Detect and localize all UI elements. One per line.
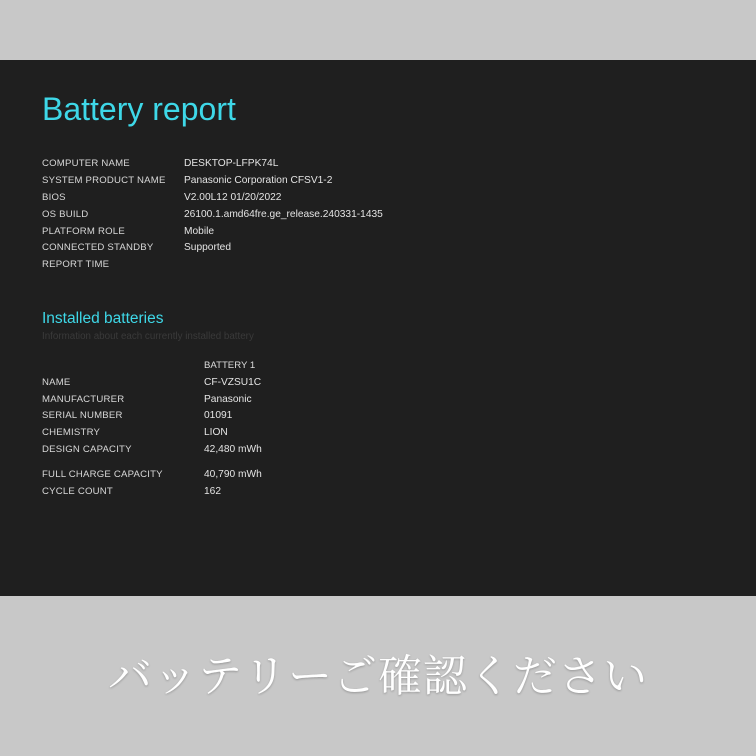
row-value: V2.00L12 01/20/2022 <box>184 191 282 203</box>
table-row <box>42 190 383 207</box>
row-value: DESKTOP-LFPK74L <box>184 158 279 170</box>
table-row <box>42 224 383 241</box>
battery-report-panel <box>0 60 756 596</box>
table-row <box>42 484 262 501</box>
overlay-caption: バッテリーご確認ください <box>108 651 648 702</box>
table-row <box>42 207 383 224</box>
installed-batteries-heading: Installed batteries <box>42 309 164 327</box>
row-label: REPORT TIME <box>42 259 110 271</box>
table-row <box>42 257 383 274</box>
table-row <box>42 408 262 425</box>
row-value: 01091 <box>204 410 233 422</box>
page-title: Battery report <box>42 91 236 127</box>
row-value: CF-VZSU1C <box>204 376 262 388</box>
installed-batteries-table <box>42 358 262 500</box>
row-label: SYSTEM PRODUCT NAME <box>42 175 166 187</box>
row-label: DESIGN CAPACITY <box>42 443 132 455</box>
row-value: 42,480 mWh <box>204 443 262 455</box>
table-spacer-row <box>42 459 262 467</box>
row-label: NAME <box>42 376 71 388</box>
table-row <box>42 375 262 392</box>
row-label: OS BUILD <box>42 208 89 220</box>
table-row <box>42 467 262 484</box>
row-value: 40,790 mWh <box>204 468 262 480</box>
row-value <box>184 257 383 274</box>
table-row <box>42 173 383 190</box>
row-label: FULL CHARGE CAPACITY <box>42 468 163 480</box>
row-value: Panasonic <box>204 393 252 405</box>
table-row <box>42 240 383 257</box>
header-blank-cell <box>42 358 204 375</box>
installed-batteries-subheading: Information about each currently installed battery <box>42 330 254 342</box>
row-label: SERIAL NUMBER <box>42 410 123 422</box>
table-row <box>42 442 262 459</box>
row-value: Panasonic Corporation CFSV1-2 <box>184 175 333 187</box>
table-header-row <box>42 358 262 375</box>
row-value: LION <box>204 427 228 439</box>
row-value: Supported <box>184 242 232 254</box>
row-label: COMPUTER NAME <box>42 158 130 170</box>
table-row <box>42 392 262 409</box>
row-label: CYCLE COUNT <box>42 485 113 497</box>
row-value: Mobile <box>184 225 215 237</box>
row-value: 26100.1.amd64fre.ge_release.240331-1435 <box>184 208 383 220</box>
table-row <box>42 156 383 173</box>
column-header-battery-1: BATTERY 1 <box>204 359 256 371</box>
system-info-table <box>42 156 383 274</box>
row-label: PLATFORM ROLE <box>42 225 125 237</box>
battery-report-content <box>0 60 756 500</box>
row-label: MANUFACTURER <box>42 393 125 405</box>
row-value: 162 <box>204 485 221 497</box>
table-row <box>42 425 262 442</box>
row-label: BIOS <box>42 191 66 203</box>
row-label: CHEMISTRY <box>42 427 101 439</box>
row-label: CONNECTED STANDBY <box>42 242 154 254</box>
